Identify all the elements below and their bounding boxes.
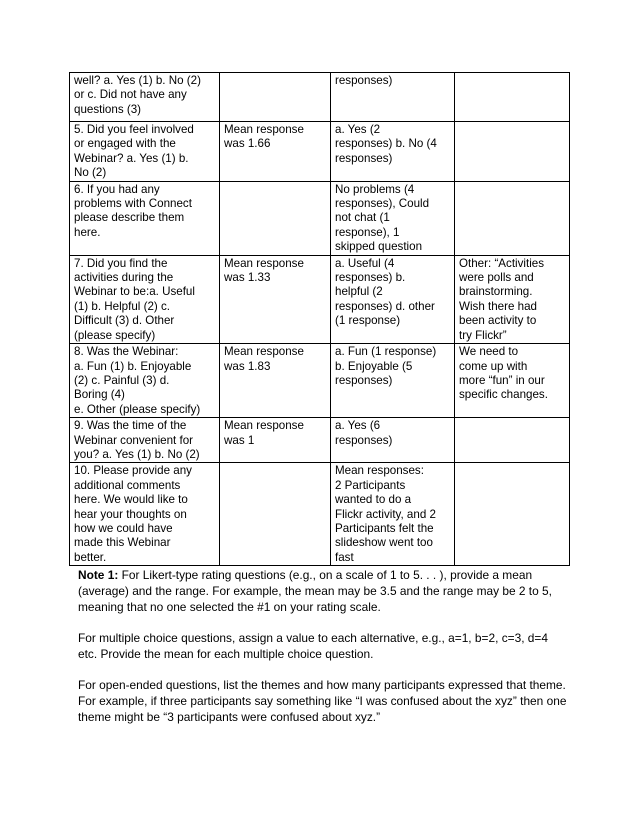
mean-cell — [220, 181, 331, 255]
responses-cell: a. Yes (6 responses) — [331, 418, 455, 463]
open-ended-paragraph: For open-ended questions, list the themes and how many participants expressed that theme. For example, if three participants say something like “I was confused about the xyz” then one theme might be “3 participants were confused about xyz.” — [78, 678, 567, 724]
responses-cell: a. Useful (4 responses) b. helpful (2 responses) d. other (1 response) — [331, 255, 455, 343]
question-cell: 8. Was the Webinar: a. Fun (1) b. Enjoyable (2) c. Painful (3) d. Boring (4) e. Other (please specify) — [70, 344, 220, 418]
notes-cell: Other: “Activities were polls and brainstorming. Wish there had been activity to try Flickr” — [455, 255, 570, 343]
table-row — [70, 418, 570, 463]
mean-cell — [220, 73, 331, 122]
table-row — [70, 73, 570, 122]
mean-cell: Mean response was 1 — [220, 418, 331, 463]
responses-cell: No problems (4 responses), Could not chat (1 response), 1 skipped question — [331, 181, 455, 255]
mean-cell: Mean response was 1.83 — [220, 344, 331, 418]
responses-cell: a. Fun (1 response) b. Enjoyable (5 responses) — [331, 344, 455, 418]
notes-cell — [455, 181, 570, 255]
question-cell: 7. Did you find the activities during the Webinar to be:a. Useful (1) b. Helpful (2) c. Difficult (3) d. Other (please specify) — [70, 255, 220, 343]
note-1-paragraph — [78, 567, 568, 615]
question-cell: 6. If you had any problems with Connect please describe them here. — [70, 181, 220, 255]
notes-cell — [455, 418, 570, 463]
responses-cell: a. Yes (2 responses) b. No (4 responses) — [331, 122, 455, 182]
table-row — [70, 122, 570, 182]
notes-cell — [455, 73, 570, 122]
note-1-text: For Likert-type rating questions (e.g., on a scale of 1 to 5. . . ), provide a mean (average) and the range. For example, the mean may be 3.5 and the range may be 2 to 5, meaning that no one selected the #1 on your rating scale. — [78, 568, 552, 614]
table-row — [70, 181, 570, 255]
mean-cell: Mean response was 1.33 — [220, 255, 331, 343]
notes-cell: We need to come up with more “fun” in our specific changes. — [455, 344, 570, 418]
notes-cell — [455, 463, 570, 566]
question-cell: 9. Was the time of the Webinar convenient for you? a. Yes (1) b. No (2) — [70, 418, 220, 463]
mean-cell: Mean response was 1.66 — [220, 122, 331, 182]
multiple-choice-paragraph: For multiple choice questions, assign a value to each alternative, e.g., a=1, b=2, c=3, d=4 etc. Provide the mean for each multiple choice question. — [78, 631, 548, 661]
question-cell: 10. Please provide any additional comments here. We would like to hear your thoughts on how we could have made this Webinar better. — [70, 463, 220, 566]
survey-results-table — [69, 72, 570, 566]
notes-section — [78, 567, 568, 740]
question-cell: well? a. Yes (1) b. No (2) or c. Did not have any questions (3) — [70, 73, 220, 122]
question-cell: 5. Did you feel involved or engaged with the Webinar? a. Yes (1) b. No (2) — [70, 122, 220, 182]
mean-cell — [220, 463, 331, 566]
responses-cell: responses) — [331, 73, 455, 122]
notes-cell — [455, 122, 570, 182]
note-1-label: Note 1: — [78, 568, 119, 582]
table-row — [70, 463, 570, 566]
table-row — [70, 344, 570, 418]
responses-cell: Mean responses: 2 Participants wanted to do a Flickr activity, and 2 Participants felt the slideshow went too fast — [331, 463, 455, 566]
table-row — [70, 255, 570, 343]
